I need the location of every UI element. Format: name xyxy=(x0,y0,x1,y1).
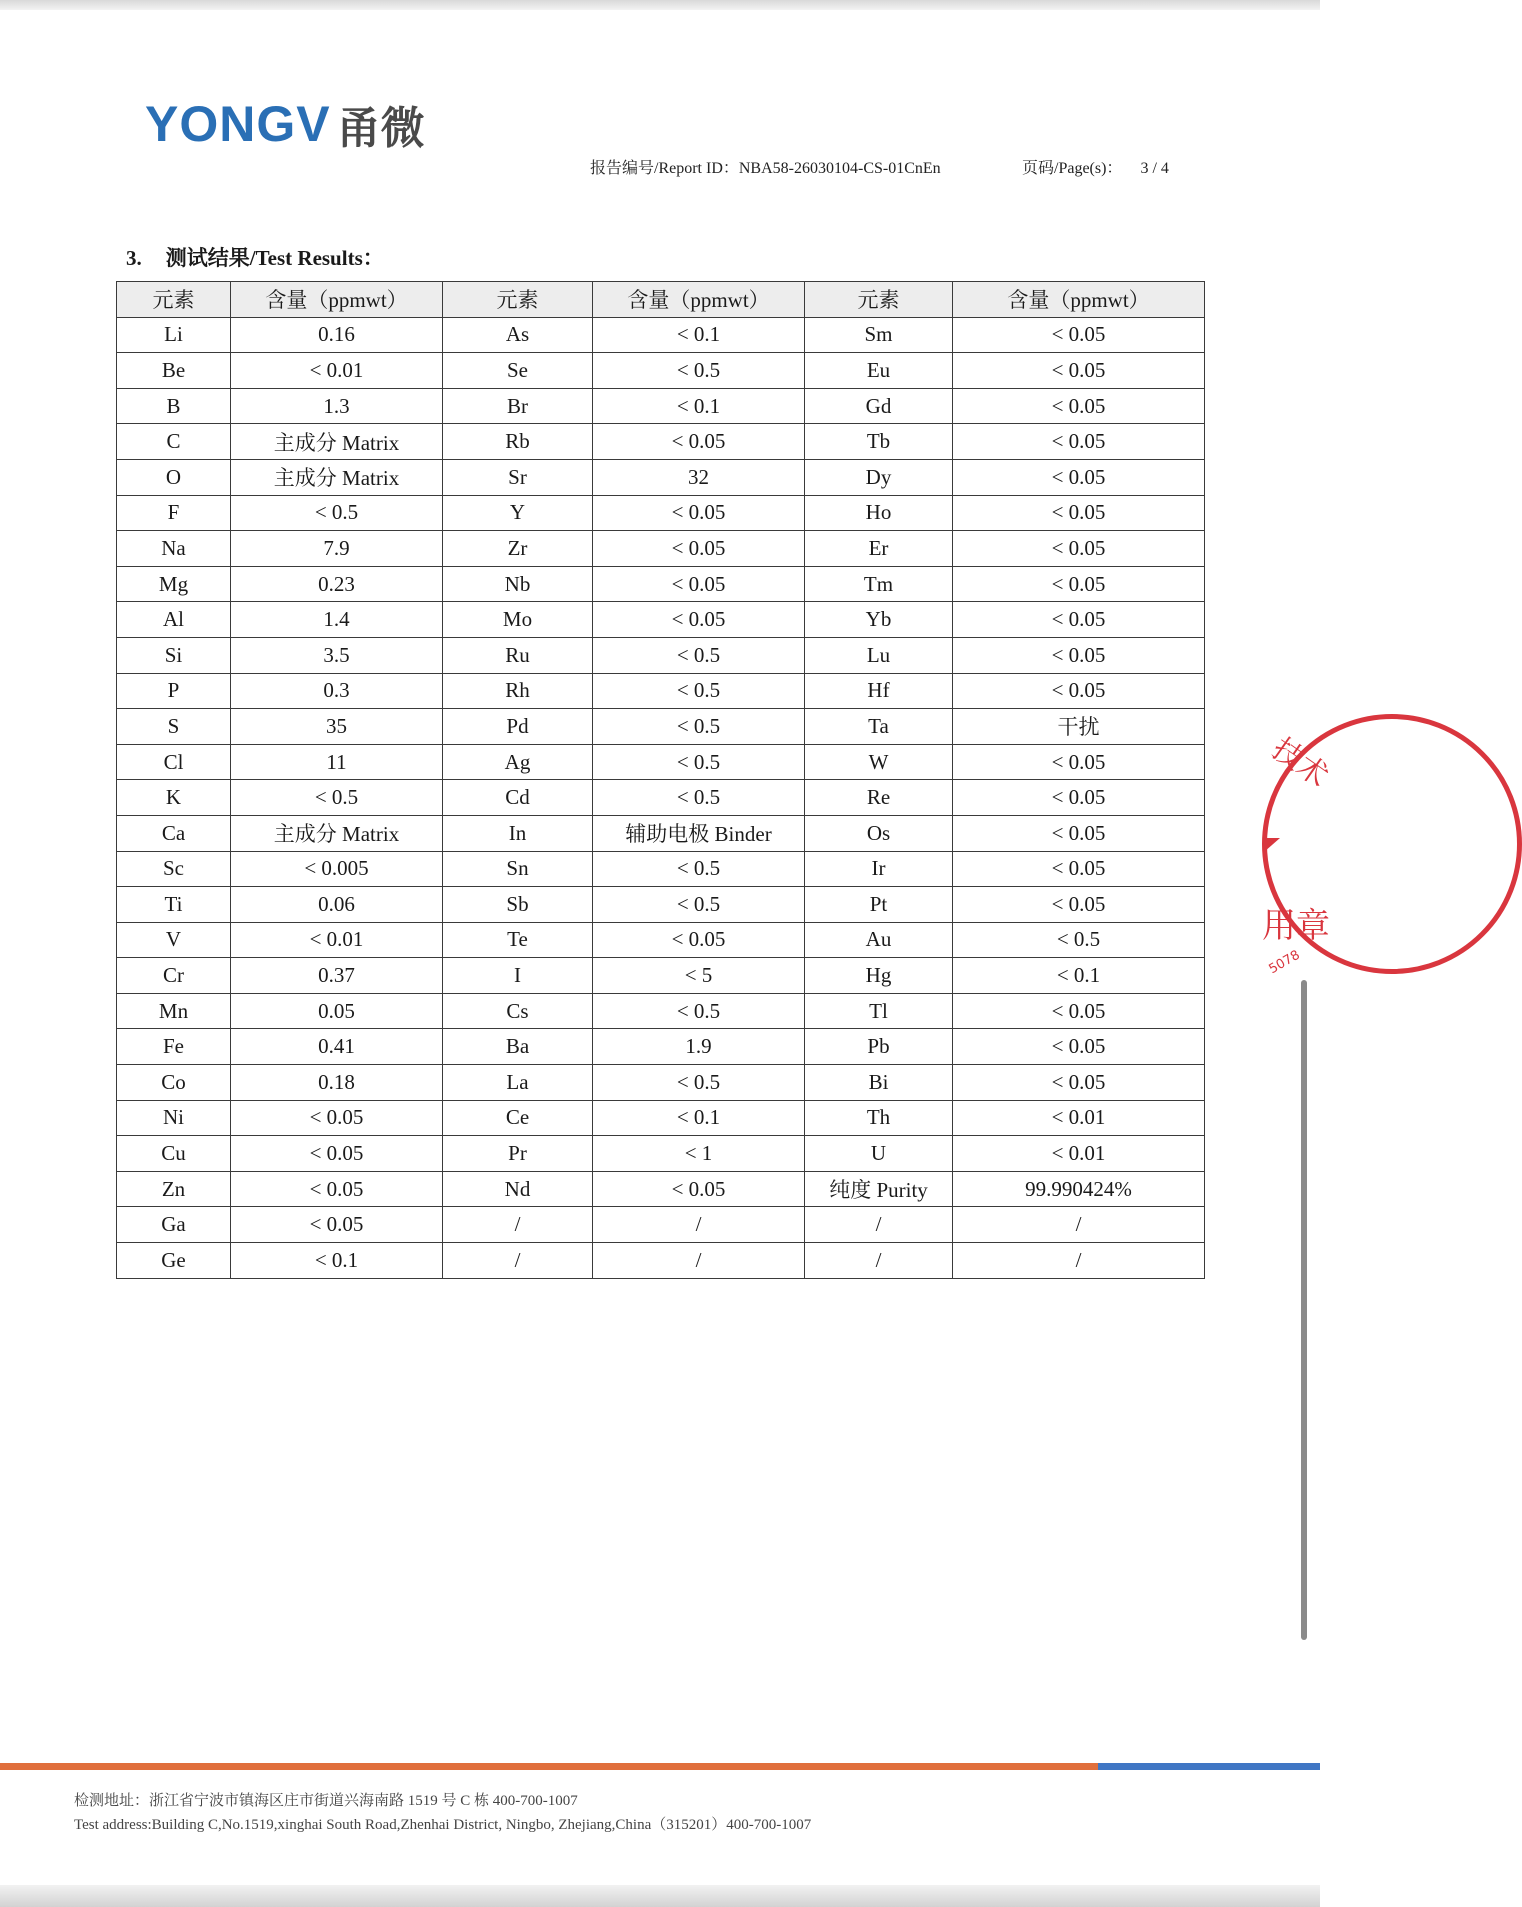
element-cell: W xyxy=(805,744,953,780)
test-results-table xyxy=(116,281,1205,1279)
content-cell: 11 xyxy=(231,744,443,780)
content-cell: < 0.5 xyxy=(593,1065,805,1101)
content-cell: 7.9 xyxy=(231,531,443,567)
element-cell: Yb xyxy=(805,602,953,638)
header-element: 元素 xyxy=(443,282,593,318)
table-row xyxy=(117,1243,1205,1279)
element-cell: Pb xyxy=(805,1029,953,1065)
table-row xyxy=(117,1100,1205,1136)
table-row xyxy=(117,388,1205,424)
content-cell: < 0.05 xyxy=(953,1029,1205,1065)
element-cell: Bi xyxy=(805,1065,953,1101)
element-cell: Sr xyxy=(443,459,593,495)
content-cell: < 0.05 xyxy=(231,1136,443,1172)
element-cell: Cd xyxy=(443,780,593,816)
header-content: 含量（ppmwt） xyxy=(953,282,1205,318)
content-cell: 主成分 Matrix xyxy=(231,815,443,851)
element-cell: Ti xyxy=(117,887,231,923)
content-cell: < 0.05 xyxy=(953,637,1205,673)
element-cell: S xyxy=(117,709,231,745)
table-row xyxy=(117,495,1205,531)
content-cell: < 0.1 xyxy=(593,1100,805,1136)
content-cell: < 0.05 xyxy=(953,851,1205,887)
element-cell: Pr xyxy=(443,1136,593,1172)
content-cell: < 0.005 xyxy=(231,851,443,887)
element-cell: Th xyxy=(805,1100,953,1136)
content-cell: < 0.05 xyxy=(231,1100,443,1136)
element-cell: / xyxy=(805,1207,953,1243)
content-cell: < 0.1 xyxy=(231,1243,443,1279)
element-cell: Te xyxy=(443,922,593,958)
content-cell: < 0.05 xyxy=(593,495,805,531)
table-row xyxy=(117,1136,1205,1172)
element-cell: Ir xyxy=(805,851,953,887)
element-cell: Tl xyxy=(805,993,953,1029)
element-cell: Eu xyxy=(805,353,953,389)
element-cell: Gd xyxy=(805,388,953,424)
content-cell: 0.37 xyxy=(231,958,443,994)
content-cell: < 0.05 xyxy=(231,1171,443,1207)
content-cell: < 0.05 xyxy=(593,531,805,567)
table-row xyxy=(117,566,1205,602)
table-row xyxy=(117,1029,1205,1065)
content-cell: 0.06 xyxy=(231,887,443,923)
content-cell: < 0.05 xyxy=(953,531,1205,567)
content-cell: < 0.01 xyxy=(231,353,443,389)
table-row xyxy=(117,602,1205,638)
content-cell: 32 xyxy=(593,459,805,495)
content-cell: < 0.05 xyxy=(953,353,1205,389)
bottom-edge-shadow xyxy=(0,1885,1320,1907)
element-cell: Rb xyxy=(443,424,593,460)
table-row xyxy=(117,744,1205,780)
element-cell: Mg xyxy=(117,566,231,602)
content-cell: < 0.05 xyxy=(953,1065,1205,1101)
seal-text-top: 技术 xyxy=(1265,731,1335,795)
page-number xyxy=(1022,155,1169,178)
table-header-row xyxy=(117,282,1205,318)
table-row xyxy=(117,1207,1205,1243)
content-cell: < 5 xyxy=(593,958,805,994)
report-id: 报告编号/Report ID：NBA58-26030104-CS-01CnEn xyxy=(590,160,941,177)
content-cell: < 0.05 xyxy=(593,922,805,958)
element-cell: Hg xyxy=(805,958,953,994)
footer-address-cn: 检测地址：浙江省宁波市镇海区庄市街道兴海南路 1519 号 C 栋 400-700-1007 xyxy=(74,1793,578,1809)
content-cell: / xyxy=(953,1207,1205,1243)
element-cell: V xyxy=(117,922,231,958)
element-cell: Zr xyxy=(443,531,593,567)
element-cell: Mn xyxy=(117,993,231,1029)
table-row xyxy=(117,922,1205,958)
content-cell: 1.4 xyxy=(231,602,443,638)
content-cell: / xyxy=(593,1207,805,1243)
content-cell: < 0.5 xyxy=(593,993,805,1029)
content-cell: < 0.05 xyxy=(953,495,1205,531)
content-cell: 0.16 xyxy=(231,317,443,353)
content-cell: < 0.5 xyxy=(593,851,805,887)
element-cell: O xyxy=(117,459,231,495)
table-row xyxy=(117,317,1205,353)
table-row xyxy=(117,887,1205,923)
content-cell: < 0.05 xyxy=(953,459,1205,495)
element-cell: Cu xyxy=(117,1136,231,1172)
element-cell: Mo xyxy=(443,602,593,638)
content-cell: 0.3 xyxy=(231,673,443,709)
element-cell: Se xyxy=(443,353,593,389)
content-cell: < 0.05 xyxy=(953,673,1205,709)
element-cell: Cl xyxy=(117,744,231,780)
element-cell: Sn xyxy=(443,851,593,887)
element-cell: Be xyxy=(117,353,231,389)
table-row xyxy=(117,851,1205,887)
element-cell: Na xyxy=(117,531,231,567)
element-cell: Ni xyxy=(117,1100,231,1136)
content-cell: / xyxy=(593,1243,805,1279)
element-cell: 纯度 Purity xyxy=(805,1171,953,1207)
content-cell: < 0.5 xyxy=(593,709,805,745)
element-cell: Ba xyxy=(443,1029,593,1065)
content-cell: < 0.05 xyxy=(953,424,1205,460)
element-cell: / xyxy=(443,1243,593,1279)
logo-latin-text: YONGV xyxy=(145,96,331,152)
footer-band-orange xyxy=(0,1763,1098,1770)
table-row xyxy=(117,673,1205,709)
content-cell: < 0.05 xyxy=(953,317,1205,353)
content-cell: 主成分 Matrix xyxy=(231,424,443,460)
element-cell: U xyxy=(805,1136,953,1172)
element-cell: Nb xyxy=(443,566,593,602)
content-cell: < 0.5 xyxy=(231,780,443,816)
table-body xyxy=(117,317,1205,1278)
element-cell: Ca xyxy=(117,815,231,851)
content-cell: < 1 xyxy=(593,1136,805,1172)
table-row xyxy=(117,531,1205,567)
top-edge-shadow xyxy=(0,0,1320,10)
table-row xyxy=(117,353,1205,389)
element-cell: In xyxy=(443,815,593,851)
content-cell: < 0.05 xyxy=(953,780,1205,816)
content-cell: 主成分 Matrix xyxy=(231,459,443,495)
element-cell: Si xyxy=(117,637,231,673)
element-cell: Sb xyxy=(443,887,593,923)
element-cell: / xyxy=(443,1207,593,1243)
element-cell: Tb xyxy=(805,424,953,460)
content-cell: < 0.05 xyxy=(953,993,1205,1029)
element-cell: Rh xyxy=(443,673,593,709)
vertical-scrollbar[interactable] xyxy=(1301,980,1307,1640)
content-cell: < 0.05 xyxy=(953,566,1205,602)
page-value: 3 / 4 xyxy=(1140,160,1169,177)
element-cell: Pd xyxy=(443,709,593,745)
element-cell: I xyxy=(443,958,593,994)
table-row xyxy=(117,424,1205,460)
seal-mark xyxy=(1264,838,1280,852)
element-cell: Hf xyxy=(805,673,953,709)
element-cell: Zn xyxy=(117,1171,231,1207)
content-cell: < 0.05 xyxy=(593,566,805,602)
element-cell: As xyxy=(443,317,593,353)
content-cell: < 0.05 xyxy=(953,815,1205,851)
content-cell: 干扰 xyxy=(953,709,1205,745)
element-cell: C xyxy=(117,424,231,460)
section-title xyxy=(126,242,384,272)
element-cell: Ce xyxy=(443,1100,593,1136)
content-cell: 1.3 xyxy=(231,388,443,424)
content-cell: < 0.05 xyxy=(953,744,1205,780)
element-cell: Al xyxy=(117,602,231,638)
content-cell: < 0.5 xyxy=(231,495,443,531)
content-cell: < 0.05 xyxy=(231,1207,443,1243)
element-cell: Sc xyxy=(117,851,231,887)
seal-text-middle: 用章 xyxy=(1262,906,1330,946)
content-cell: < 0.01 xyxy=(231,922,443,958)
element-cell: Y xyxy=(443,495,593,531)
table-row xyxy=(117,709,1205,745)
content-cell: < 0.5 xyxy=(593,353,805,389)
header-content: 含量（ppmwt） xyxy=(231,282,443,318)
table-row xyxy=(117,815,1205,851)
content-cell: 0.05 xyxy=(231,993,443,1029)
table-row xyxy=(117,1171,1205,1207)
element-cell: Lu xyxy=(805,637,953,673)
content-cell: < 0.5 xyxy=(953,922,1205,958)
company-logo xyxy=(145,96,425,152)
header-element: 元素 xyxy=(117,282,231,318)
element-cell: Ge xyxy=(117,1243,231,1279)
content-cell: 3.5 xyxy=(231,637,443,673)
table-row xyxy=(117,958,1205,994)
content-cell: 0.18 xyxy=(231,1065,443,1101)
header-element: 元素 xyxy=(805,282,953,318)
footer-band-blue xyxy=(1098,1763,1320,1770)
content-cell: < 0.1 xyxy=(593,388,805,424)
element-cell: K xyxy=(117,780,231,816)
element-cell: Ta xyxy=(805,709,953,745)
content-cell: < 0.1 xyxy=(953,958,1205,994)
element-cell: F xyxy=(117,495,231,531)
element-cell: Ga xyxy=(117,1207,231,1243)
table-row xyxy=(117,780,1205,816)
table-row xyxy=(117,993,1205,1029)
content-cell: / xyxy=(953,1243,1205,1279)
element-cell: Cr xyxy=(117,958,231,994)
element-cell: Sm xyxy=(805,317,953,353)
content-cell: < 0.5 xyxy=(593,744,805,780)
element-cell: Cs xyxy=(443,993,593,1029)
element-cell: Pt xyxy=(805,887,953,923)
element-cell: Ag xyxy=(443,744,593,780)
content-cell: 0.23 xyxy=(231,566,443,602)
content-cell: 辅助电极 Binder xyxy=(593,815,805,851)
element-cell: Er xyxy=(805,531,953,567)
section-number: 3. xyxy=(126,246,142,270)
logo-chinese-text: 甬微 xyxy=(336,103,425,154)
content-cell: < 0.5 xyxy=(593,673,805,709)
content-cell: < 0.05 xyxy=(953,388,1205,424)
element-cell: Co xyxy=(117,1065,231,1101)
content-cell: < 0.05 xyxy=(953,887,1205,923)
content-cell: 1.9 xyxy=(593,1029,805,1065)
content-cell: < 0.05 xyxy=(593,1171,805,1207)
content-cell: < 0.05 xyxy=(593,424,805,460)
content-cell: < 0.05 xyxy=(593,602,805,638)
element-cell: Nd xyxy=(443,1171,593,1207)
element-cell: Br xyxy=(443,388,593,424)
content-cell: < 0.1 xyxy=(593,317,805,353)
element-cell: Ho xyxy=(805,495,953,531)
section-title-text: 测试结果/Test Results： xyxy=(165,246,384,270)
content-cell: < 0.05 xyxy=(953,602,1205,638)
table-row xyxy=(117,637,1205,673)
element-cell: La xyxy=(443,1065,593,1101)
footer-address-en: Test address:Building C,No.1519,xinghai South Road,Zhenhai District, Ningbo, Zhejiang,China（315201）400-700-1007 xyxy=(74,1817,812,1833)
element-cell: P xyxy=(117,673,231,709)
element-cell: Ru xyxy=(443,637,593,673)
element-cell: Au xyxy=(805,922,953,958)
element-cell: Tm xyxy=(805,566,953,602)
content-cell: 35 xyxy=(231,709,443,745)
content-cell: 0.41 xyxy=(231,1029,443,1065)
element-cell: B xyxy=(117,388,231,424)
page-label: 页码/Page(s)： xyxy=(1022,160,1123,177)
element-cell: / xyxy=(805,1243,953,1279)
table-row xyxy=(117,459,1205,495)
element-cell: Re xyxy=(805,780,953,816)
content-cell: < 0.01 xyxy=(953,1136,1205,1172)
element-cell: Dy xyxy=(805,459,953,495)
element-cell: Li xyxy=(117,317,231,353)
content-cell: 99.990424% xyxy=(953,1171,1205,1207)
content-cell: < 0.5 xyxy=(593,780,805,816)
seal-code: 5078 xyxy=(1266,947,1303,978)
element-cell: Fe xyxy=(117,1029,231,1065)
element-cell: Os xyxy=(805,815,953,851)
table-row xyxy=(117,1065,1205,1101)
content-cell: < 0.5 xyxy=(593,637,805,673)
content-cell: < 0.01 xyxy=(953,1100,1205,1136)
header-content: 含量（ppmwt） xyxy=(593,282,805,318)
content-cell: < 0.5 xyxy=(593,887,805,923)
